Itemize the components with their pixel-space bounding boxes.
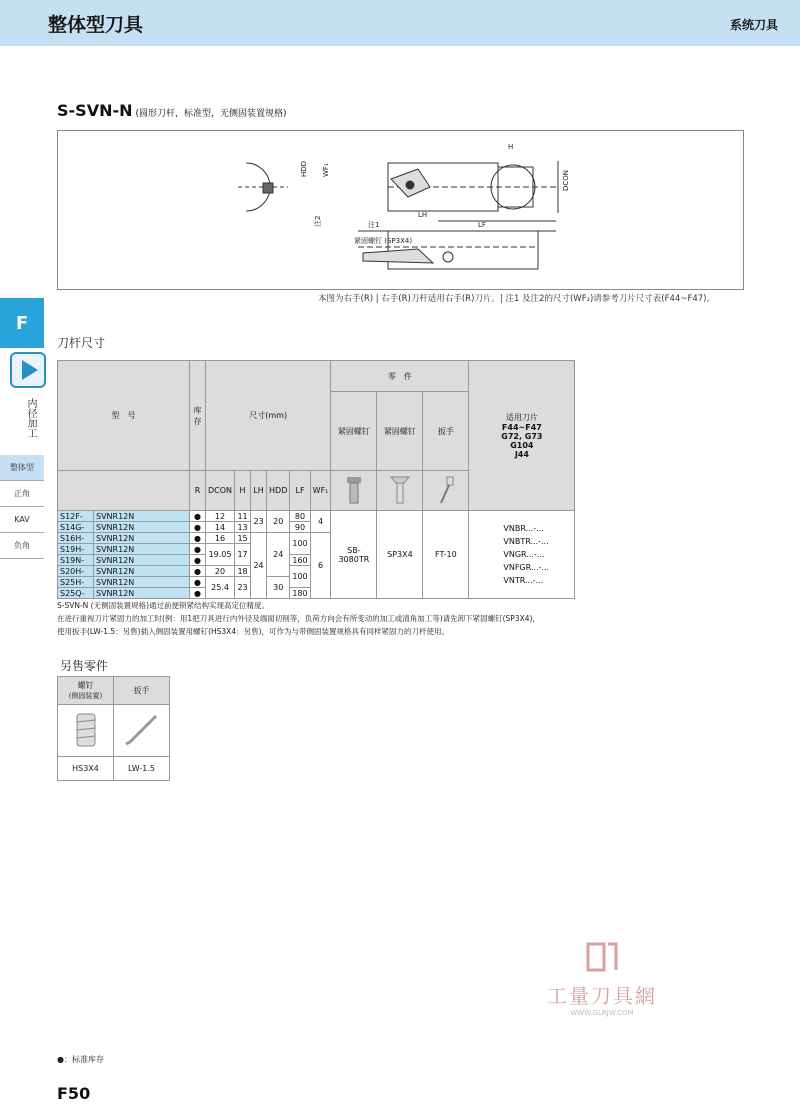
dimensions-table (57, 360, 575, 599)
insert-2[interactable]: VNBTR...-... (503, 537, 549, 546)
drawing-note: 本图为右手(R) | 右手(R)刀杆适用右手(R)刀片。| 注1 及注2的尺寸(WF₂)请参考刀片尺寸表(F44~F47)。 (318, 294, 715, 304)
h-3: 17 (235, 544, 251, 566)
col-stock: 库存 (190, 361, 206, 471)
row-prefix-7: S25Q- (58, 588, 94, 599)
model-description: (圆形刀杆，标准型，无侧固装置规格) (135, 109, 287, 119)
parts-col-wrench: 扳手 (114, 677, 170, 705)
col-parts: 零 件 (331, 361, 469, 392)
wf-1: 6 (310, 533, 331, 599)
row-code-6: SVNR12N (94, 577, 190, 588)
parts-table (57, 676, 170, 781)
parts-col-screw-sub: (侧固装置) (68, 692, 103, 700)
screw1-value: SB-3080TR (331, 511, 377, 599)
row-stock-1: ● (190, 522, 206, 533)
label-h: H (508, 143, 514, 151)
parts-wrench-value: LW-1.5 (114, 757, 170, 781)
note-3: 使用扳手(LW-1.5：另售)插入侧固装置用螺钉(HS3X4：另售)，可作为与带侧固装置规格具有同样紧固力的刀杆使用。 (57, 627, 450, 636)
dcon-5: 25.4 (206, 577, 235, 599)
row-stock-7: ● (190, 588, 206, 599)
screw-flat-icon (377, 471, 423, 511)
lf-1: 90 (290, 522, 310, 533)
row-prefix-4: S19N- (58, 555, 94, 566)
dcon-3: 19.05 (206, 544, 235, 566)
hdd-0: 20 (267, 511, 290, 533)
parts-title: 另售零件 (60, 659, 109, 673)
sidebar-item-negative[interactable]: 负角 (0, 533, 44, 559)
screw-icon (331, 471, 377, 511)
hdd-1: 24 (267, 533, 290, 577)
label-lf: LF (478, 221, 486, 229)
h-1: 13 (235, 522, 251, 533)
watermark-logo (532, 940, 672, 1020)
col-wrench: 扳手 (423, 392, 469, 471)
row-prefix-2: S16H- (58, 533, 94, 544)
lh-0: 23 (251, 511, 267, 533)
h-4: 18 (235, 566, 251, 577)
row-code-2: SVNR12N (94, 533, 190, 544)
dcon-0: 12 (206, 511, 235, 522)
col-wf: WF₁ (310, 471, 331, 511)
row-prefix-3: S19H- (58, 544, 94, 555)
label-hdd: HDD (300, 160, 308, 177)
col-h: H (235, 471, 251, 511)
row-stock-2: ● (190, 533, 206, 544)
insert-ref-3[interactable]: G104 (510, 441, 534, 450)
col-screw1: 紧固螺钉 (331, 392, 377, 471)
row-stock-0: ● (190, 511, 206, 522)
label-dcon: DCON (562, 169, 570, 191)
dcon-4: 20 (206, 566, 235, 577)
row-prefix-5: S20H- (58, 566, 94, 577)
wf-0: 4 (310, 511, 331, 533)
lf-2: 100 (290, 533, 310, 555)
row-stock-4: ● (190, 555, 206, 566)
col-dcon: DCON (206, 471, 235, 511)
col-insert (469, 361, 575, 511)
col-lf: LF (290, 471, 310, 511)
label-wf: WF₁ (322, 163, 330, 177)
parts-screw-value: HS3X4 (58, 757, 114, 781)
watermark-mark-icon (582, 940, 622, 976)
lf-0: 80 (290, 511, 310, 522)
model-code: S-SVN-N (57, 101, 133, 120)
header-title: 整体型刀具 (48, 14, 144, 36)
insert-ref-4[interactable]: J44 (514, 450, 529, 459)
insert-ref-1[interactable]: F44~F47 (501, 423, 542, 432)
row-stock-5: ● (190, 566, 206, 577)
page-number: F50 (57, 1084, 91, 1103)
sidebar-category: 内径加工 (25, 398, 36, 438)
col-lh: LH (251, 471, 267, 511)
sidebar-menu (0, 455, 44, 559)
hex-key-icon (114, 705, 170, 757)
row-prefix-1: S14G- (58, 522, 94, 533)
lh-1: 24 (251, 533, 267, 599)
row-code-4: SVNR12N (94, 555, 190, 566)
insert-5[interactable]: VNTR...-... (503, 576, 544, 585)
note-2: 在进行重视刀片紧固力的加工时(例：用1把刀具进行内外径及端面切削等，负荷方向会有所变动的加工或清角加工等)请先卸下紧固螺钉(SP3X4)， (57, 614, 540, 623)
h-0: 11 (235, 511, 251, 522)
sidebar-item-solid[interactable]: 整体型 (0, 455, 44, 481)
label-note2: 注2 (314, 215, 322, 227)
insert-list (469, 511, 575, 599)
wrench-value: FT-10 (423, 511, 469, 599)
lf-3: 160 (290, 555, 310, 566)
insert-4[interactable]: VNFGR...-... (503, 563, 550, 572)
h-5: 23 (235, 577, 251, 599)
insert-title: 适用刀片 (505, 413, 538, 422)
label-note1: 注1 (368, 221, 380, 229)
insert-1[interactable]: VNBR...-... (503, 524, 544, 533)
watermark-url: WWW.GLRJW.COM (570, 1009, 634, 1017)
col-hdd: HDD (267, 471, 290, 511)
screw2-value: SP3X4 (377, 511, 423, 599)
lf-4: 100 (290, 566, 310, 588)
hdd-2: 30 (267, 577, 290, 599)
dcon-2: 16 (206, 533, 235, 544)
boring-bar-icon[interactable] (10, 352, 46, 388)
lf-5: 180 (290, 588, 310, 599)
parts-col-screw (58, 677, 114, 705)
row-code-0: SVNR12N (94, 511, 190, 522)
h-2: 15 (235, 533, 251, 544)
wrench-icon (423, 471, 469, 511)
label-screw: 紧固螺钉 (SP3X4) (354, 237, 413, 245)
insert-ref-2[interactable]: G72, G73 (501, 432, 543, 441)
note-1: S-SVN-N (无侧固装置规格)通过前便锁紧结构实现高定位精度。 (57, 601, 270, 610)
row-stock-3: ● (190, 544, 206, 555)
technical-drawing (57, 130, 744, 290)
col-r: R (190, 471, 206, 511)
sidebar-item-kav[interactable]: KAV (0, 507, 44, 533)
row-prefix-0: S12F- (58, 511, 94, 522)
page-header (0, 0, 800, 46)
table-notes (57, 599, 757, 638)
parts-col-screw-label: 螺钉 (77, 681, 94, 690)
row-prefix-6: S25H- (58, 577, 94, 588)
row-code-3: SVNR12N (94, 544, 190, 555)
sidebar-item-positive[interactable]: 正角 (0, 481, 44, 507)
row-code-7: SVNR12N (94, 588, 190, 599)
label-lh: LH (418, 211, 428, 219)
dimensions-title: 刀杆尺寸 (57, 336, 106, 350)
col-model: 型 号 (58, 361, 190, 471)
dcon-1: 14 (206, 522, 235, 533)
watermark-text: 工量刀具網 (547, 984, 657, 1008)
header-category: 系统刀具 (729, 18, 778, 32)
row-code-5: SVNR12N (94, 566, 190, 577)
col-dims: 尺寸(mm) (206, 361, 331, 471)
col-screw2: 紧固螺钉 (377, 392, 423, 471)
sidebar-tab-letter[interactable]: F (0, 298, 44, 348)
model-heading (57, 101, 287, 120)
drawing-svg (58, 131, 745, 291)
insert-3[interactable]: VNGR...-... (503, 550, 545, 559)
row-code-1: SVNR12N (94, 522, 190, 533)
stock-legend: ●：标准库存 (57, 1055, 104, 1064)
set-screw-icon (58, 705, 114, 757)
row-stock-6: ● (190, 577, 206, 588)
